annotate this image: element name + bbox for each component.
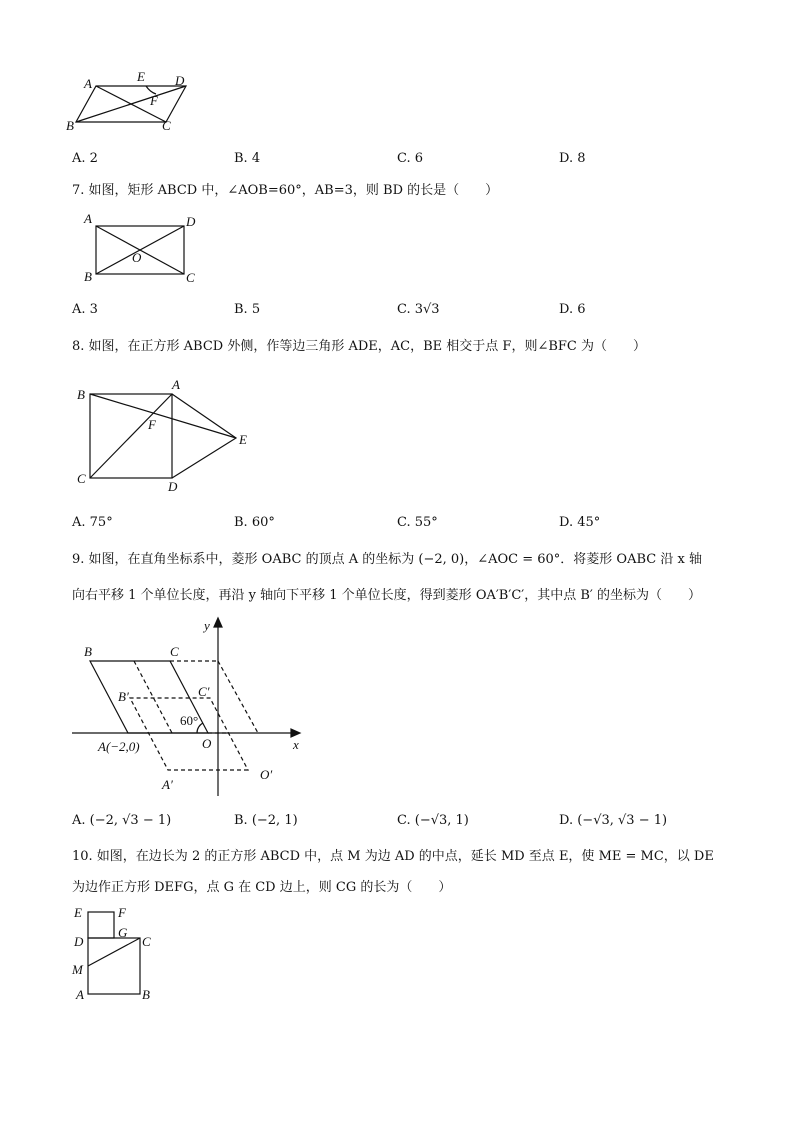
- q6-label-c: C: [162, 118, 171, 133]
- q9-dashed-guide-c2: [218, 661, 258, 733]
- q8-label-e: E: [239, 432, 247, 447]
- q10-small-square: [88, 912, 114, 938]
- q9-label-a-prime: A′: [162, 777, 173, 792]
- q7-option-a: A. 3: [72, 302, 98, 317]
- q7-figure: [76, 208, 206, 286]
- q9-label-o: O: [202, 736, 212, 751]
- q10-label-f: F: [118, 905, 126, 920]
- q8-figure: [72, 372, 262, 496]
- q10-figure: [68, 904, 168, 1004]
- q7-option-d: D. 6: [559, 302, 586, 317]
- q8-triangle: [172, 394, 236, 478]
- q10-segment-mc: [88, 938, 140, 966]
- q9-label-o-prime: O′: [260, 767, 273, 782]
- q8-option-c: C. 55°: [397, 515, 438, 530]
- q9-label-angle: 60°: [180, 713, 199, 728]
- q9-y-axis-arrow: [214, 618, 222, 627]
- q6-label-e: E: [137, 69, 145, 84]
- q10-label-e: E: [74, 905, 82, 920]
- q8-segment-be: [90, 394, 236, 438]
- q9-option-a: A. (−2, √3 − 1): [72, 813, 172, 828]
- q10-large-square: [88, 938, 140, 994]
- q6-option-c: C. 6: [397, 151, 424, 166]
- q10-label-b: B: [142, 987, 150, 1002]
- q7-label-b: B: [84, 269, 92, 284]
- q7-label-o: O: [132, 250, 142, 265]
- q8-label-a: A: [172, 377, 180, 392]
- q9-x-axis-arrow: [291, 729, 300, 737]
- q10-label-a: A: [76, 987, 84, 1002]
- q7-option-b: B. 5: [234, 302, 261, 317]
- q6-option-a: A. 2: [72, 151, 98, 166]
- q8-option-a: A. 75°: [72, 515, 113, 530]
- q9-figure: [64, 612, 314, 802]
- q9-rhombus-translated: [130, 698, 248, 770]
- q8-label-d: D: [168, 479, 178, 494]
- q10-label-m: M: [72, 962, 83, 977]
- q8-label-b: B: [77, 387, 85, 402]
- q6-label-b: B: [66, 118, 74, 133]
- q8-label-c: C: [77, 471, 86, 486]
- q10-question-line2: 为边作正方形 DEFG，点 G 在 CD 边上，则 CG 的长为（ ）: [72, 880, 452, 895]
- q9-label-c-prime: C′: [198, 684, 210, 699]
- q6-label-a: A: [84, 76, 92, 91]
- q7-question-text: 7. 如图，矩形 ABCD 中，∠AOB=60°，AB=3，则 BD 的长是（ ）: [72, 183, 499, 198]
- q10-question-line1: 10. 如图，在边长为 2 的正方形 ABCD 中，点 M 为边 AD 的中点，延长 MD 至点 E，使 ME = MC，以 DE: [72, 849, 714, 864]
- q6-option-d: D. 8: [559, 151, 586, 166]
- q8-option-d: D. 45°: [559, 515, 601, 530]
- q9-option-d: D. (−√3, √3 − 1): [559, 813, 668, 828]
- q9-label-a: A(−2,0): [98, 739, 140, 754]
- q6-label-d: D: [175, 73, 185, 88]
- q9-label-b-prime: B′: [118, 689, 129, 704]
- q8-label-f: F: [148, 417, 156, 432]
- q7-label-d: D: [186, 214, 196, 229]
- q6-figure: [60, 68, 200, 136]
- q10-label-c: C: [142, 934, 151, 949]
- q9-dashed-guide-b: [134, 661, 172, 733]
- q9-label-b: B: [84, 644, 92, 659]
- q9-option-c: C. (−√3, 1): [397, 813, 469, 828]
- q9-question-line1: 9. 如图，在直角坐标系中，菱形 OABC 的顶点 A 的坐标为 (−2, 0)，∠AOC = 60°．将菱形 OABC 沿 x 轴: [72, 552, 702, 567]
- q9-option-b: B. (−2, 1): [234, 813, 298, 828]
- q8-option-b: B. 60°: [234, 515, 275, 530]
- q10-label-g: G: [118, 925, 128, 940]
- q10-label-d: D: [74, 934, 84, 949]
- q7-label-c: C: [186, 270, 195, 285]
- q9-question-line2: 向右平移 1 个单位长度，再沿 y 轴向下平移 1 个单位长度，得到菱形 OA′B′C′，其中点 B′ 的坐标为（ ）: [72, 588, 701, 603]
- q9-label-c: C: [170, 644, 179, 659]
- q9-label-x: x: [293, 737, 299, 752]
- q8-question-text: 8. 如图，在正方形 ABCD 外侧，作等边三角形 ADE，AC，BE 相交于点 F，则∠BFC 为（ ）: [72, 339, 646, 354]
- q6-option-b: B. 4: [234, 151, 261, 166]
- q7-label-a: A: [84, 211, 92, 226]
- q7-option-c: C. 3√3: [397, 302, 440, 317]
- q6-label-f: F: [150, 93, 158, 108]
- q9-label-y: y: [204, 618, 210, 633]
